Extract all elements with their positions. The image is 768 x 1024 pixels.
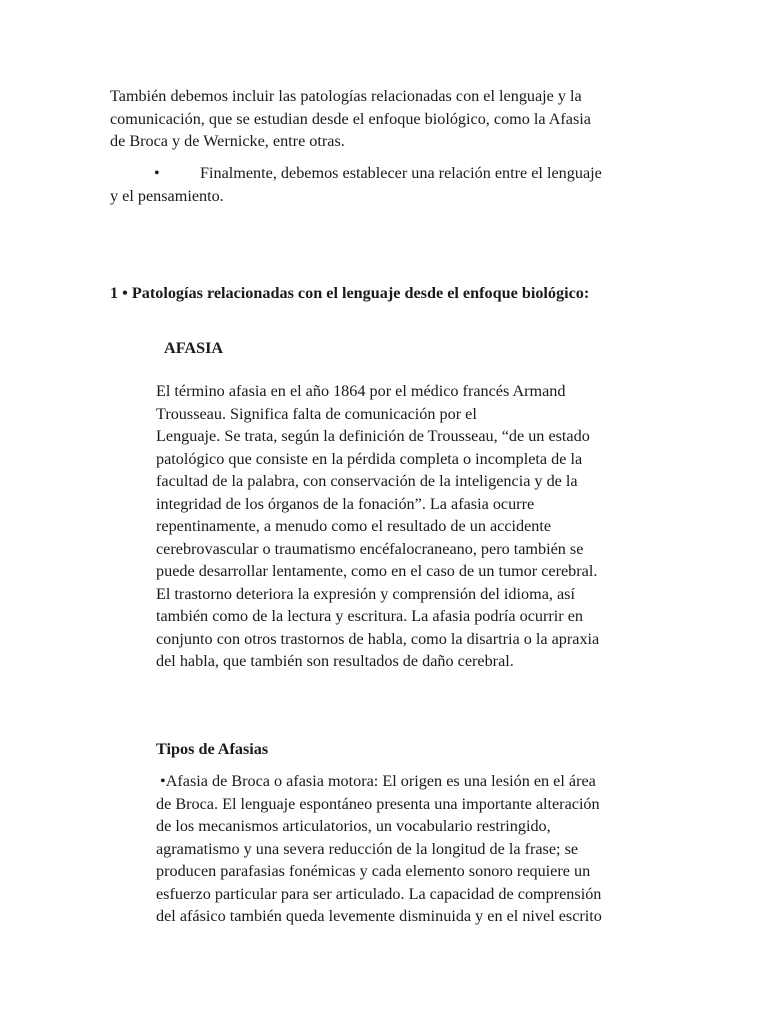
tipos-heading: Tipos de Afasias [156, 740, 269, 758]
text-line: del habla, que también son resultados de daño cerebral. [156, 652, 514, 670]
text-line: esfuerzo particular para ser articulado. La capacidad de comprensión [156, 884, 602, 903]
text-line: producen parafasias fonémicas y cada elemento sonoro requiere un [156, 862, 591, 880]
text-line: comunicación, que se estudian desde el enfoque biológico, como la Afasia [110, 109, 591, 128]
text-line: También debemos incluir las patologías relacionadas con el lenguaje y la [110, 87, 582, 105]
text-line: Trousseau. Significa falta de comunicación por el [156, 404, 477, 423]
tipos-paragraph [156, 770, 666, 928]
text-line: agramatismo y una severa reducción de la longitud de la frase; se [156, 839, 579, 858]
text-line: cerebrovascular o traumatismo encéfalocraneano, pero también se [156, 539, 584, 558]
bullet-paragraph [110, 162, 670, 207]
text-line: •Afasia de Broca o afasia motora: El origen es una lesión en el área [156, 772, 596, 790]
text-line: puede desarrollar lentamente, como en el caso de un tumor cerebral. [156, 562, 598, 580]
text-line: repentinamente, a menudo como el resultado de un accidente [156, 517, 552, 535]
text-line: El término afasia en el año 1864 por el médico francés Armand [156, 382, 566, 400]
text-line: Lenguaje. Se trata, según la definición de Trousseau, “de un estado [156, 427, 590, 445]
bullet-icon: • [154, 164, 160, 182]
bullet-text: Finalmente, debemos establecer una relación entre el lenguaje [200, 164, 602, 182]
text-line: y el pensamiento. [110, 186, 224, 205]
text-line: del afásico también queda levemente disminuida y en el nivel escrito [156, 907, 602, 925]
text-line [110, 162, 670, 185]
text-line: también como de la lectura y escritura. La afasia podría ocurrir en [156, 607, 583, 625]
section-heading: 1 • Patologías relacionadas con el lenguaje desde el enfoque biológico: [110, 284, 590, 302]
afasia-paragraph [156, 380, 666, 673]
text-line: El trastorno deteriora la expresión y comprensión del idioma, así [156, 584, 575, 603]
text-line: de Broca y de Wernicke, entre otras. [110, 132, 345, 150]
text-line: integridad de los órganos de la fonación”. La afasia ocurre [156, 494, 535, 513]
intro-paragraph [110, 85, 670, 153]
text-line: de los mecanismos articulatorios, un vocabulario restringido, [156, 817, 551, 835]
text-line: de Broca. El lenguaje espontáneo presenta una importante alteración [156, 794, 600, 813]
text-line: conjunto con otros trastornos de habla, como la disartria o la apraxia [156, 629, 600, 648]
afasia-heading: AFASIA [164, 339, 224, 357]
text-line: patológico que consiste en la pérdida completa o incompleta de la [156, 449, 583, 468]
text-line: facultad de la palabra, con conservación de la inteligencia y de la [156, 472, 578, 490]
